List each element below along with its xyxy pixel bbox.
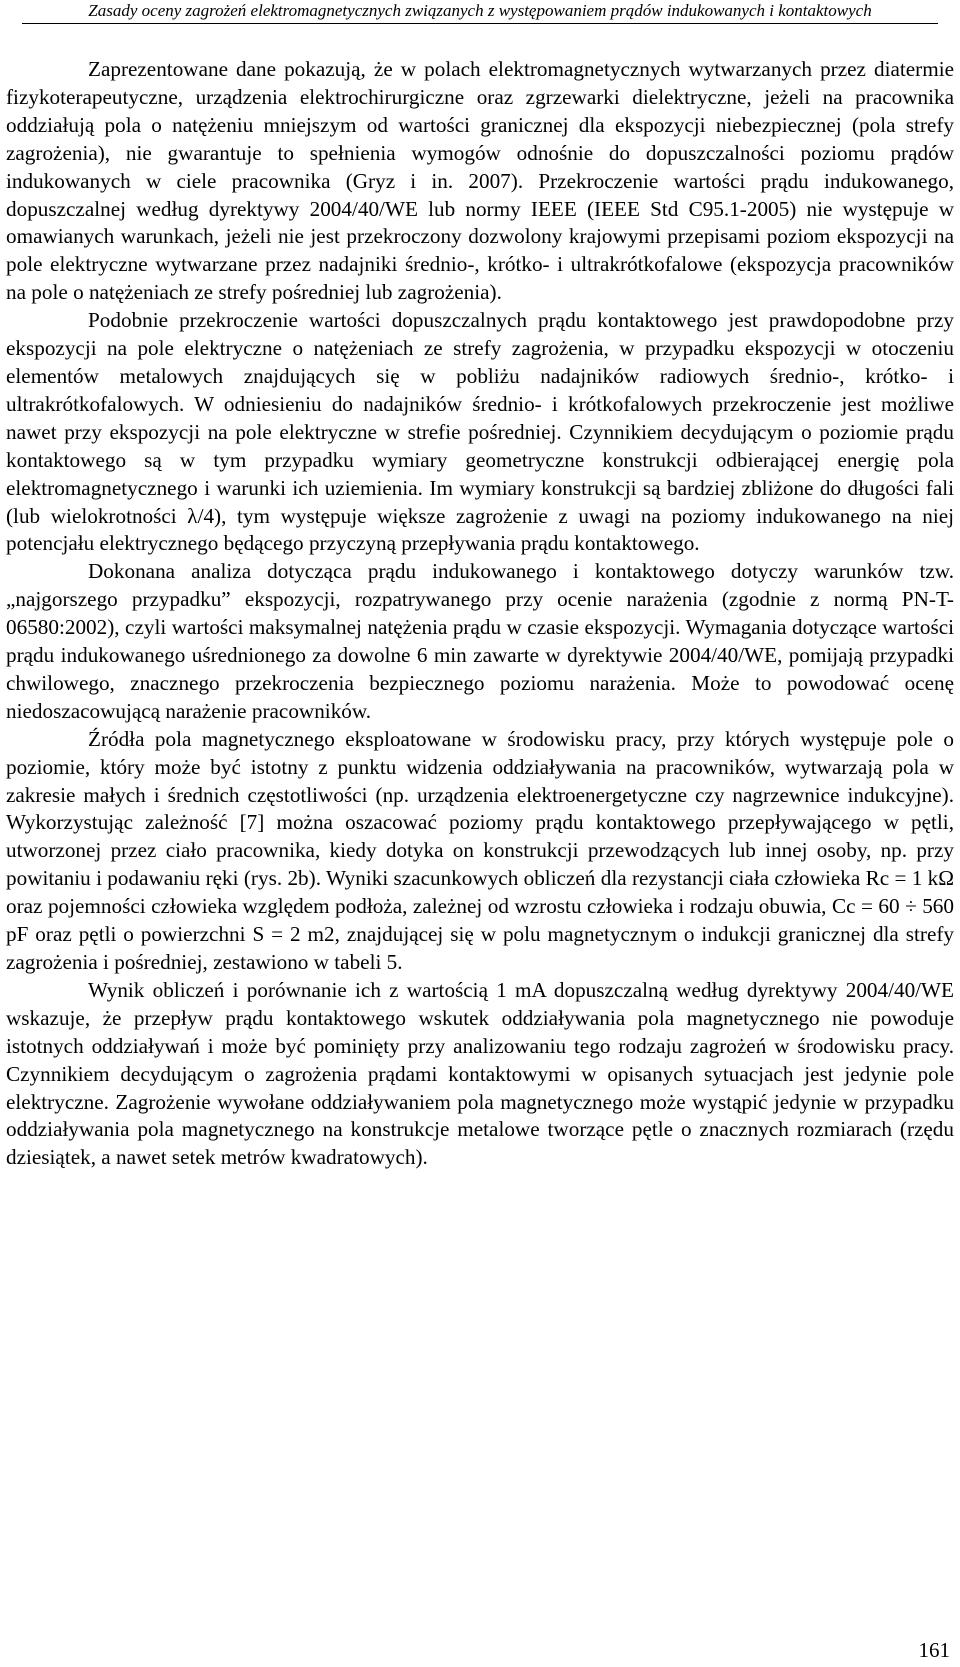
paragraph-3: Dokonana analiza dotycząca prądu indukowanego i kontaktowego dotyczy warunków tzw. „najgorszego przypadku” ekspozycji, rozpatrywanego przy ocenie narażenia (zgodnie z normą PN-T-06580:2002), czyli wartości maksymalnej natężenia prądu w czasie ekspozycji. Wymagania dotyczące wartości prądu indukowanego uśrednionego za dowolne 6 min zawarte w dyrektywie 2004/40/WE, pomijają przypadki chwilowego, znacznego przekroczenia bezpiecznego poziomu narażenia. Może to powodować ocenę niedoszacowującą narażenie pracowników. xyxy=(6,559,954,723)
paragraph-1: Zaprezentowane dane pokazują, że w polach elektromagnetycznych wytwarzanych przez diatermie fizykoterapeutyczne, urządzenia elektrochirurgiczne oraz zgrzewarki dielektryczne, jeżeli na pracownika oddziałują pola o natężeniu mniejszym od wartości granicznej dla ekspozycji niebezpiecznej (pola strefy zagrożenia), nie gwarantuje to spełnienia wymogów odnośnie do dopuszczalności poziomu prądów indukowanych w ciele pracownika (Gryz i in. 2007). Przekroczenie wartości prądu indukowanego, dopuszczalnej według dyrektywy 2004/40/WE lub normy IEEE (IEEE Std C95.1-2005) nie występuje w omawianych warunkach, jeżeli nie jest przekroczony dozwolony krajowymi przepisami poziom ekspozycji na pole elektryczne wytwarzane przez nadajniki średnio-, krótko- i ultrakrótkofalowe (ekspozycja pracowników na pole o natężeniach ze strefy pośredniej lub zagrożenia). xyxy=(6,57,954,305)
header-divider xyxy=(22,23,938,24)
running-header: Zasady oceny zagrożeń elektromagnetycznych związanych z występowaniem prądów indukowanych i kontaktowych xyxy=(88,1,872,20)
page-number: 161 xyxy=(918,1638,950,1662)
paragraph-2: Podobnie przekroczenie wartości dopuszczalnych prądu kontaktowego jest prawdopodobne przy ekspozycji na pole elektryczne o natężeniach ze strefy zagrożenia, w przypadku ekspozycji w otoczeniu elementów metalowych znajdujących się w pobliżu nadajników radiowych średnio-, krótko- i ultrakrótkofalowych. W odniesieniu do nadajników średnio- i krótkofalowych przekroczenie jest możliwe nawet przy ekspozycji na pole elektryczne w strefie pośredniej. Czynnikiem decydującym o poziomie prądu kontaktowego są w tym przypadku wymiary geometryczne konstrukcji odbierającej energię pola elektromagnetycznego i warunki ich uziemienia. Im wymiary konstrukcji są bardziej zbliżone do długości fali (lub wielokrotności λ/4), tym występuje większe zagrożenie z uwagi na poziomy indukowanego na niej potencjału elektrycznego będącego przyczyną przepływania prądu kontaktowego. xyxy=(6,308,954,556)
paragraph-4: Źródła pola magnetycznego eksploatowane w środowisku pracy, przy których występuje pole o poziomie, który może być istotny z punktu widzenia oddziaływania na pracowników, wytwarzają pola w zakresie małych i średnich częstotliwości (np. urządzenia elektroenergetyczne czy nagrzewnice indukcyjne). Wykorzystując zależność [7] można oszacować poziomy prądu kontaktowego przepływającego w pętli, utworzonej przez ciało pracownika, kiedy dotyka on konstrukcji przewodzących lub innej osoby, np. przy powitaniu i podawaniu ręki (rys. 2b). Wyniki szacunkowych obliczeń dla rezystancji ciała człowieka Rc = 1 kΩ oraz pojemności człowieka względem podłoża, zależnej od wzrostu człowieka i rodzaju obuwia, Cc = 60 ÷ 560 pF oraz pętli o powierzchni S = 2 m2, znajdującej się w polu magnetycznym o indukcji granicznej dla strefy zagrożenia i pośredniej, zestawiono w tabeli 5. xyxy=(6,726,954,974)
paragraph-5: Wynik obliczeń i porównanie ich z wartością 1 mA dopuszczalną według dyrektywy 2004/40/WE wskazuje, że przepływ prądu kontaktowego wskutek oddziaływania pola magnetycznego nie powoduje istotnych oddziaływań i może być pominięty przy analizowaniu tego rodzaju zagrożeń w środowisku pracy. Czynnikiem decydującym o zagrożenia prądami kontaktowymi w opisanych sytuacjach jest jedynie pole elektryczne. Zagrożenie wywołane oddziaływaniem pola magnetycznego może wystąpić jedynie w przypadku oddziaływania pola magnetycznego na konstrukcje metalowe tworzące pętle o znacznych rozmiarach (rzędu dziesiątek, a nawet setek metrów kwadratowych). xyxy=(6,977,954,1170)
article-body xyxy=(6,56,954,1172)
